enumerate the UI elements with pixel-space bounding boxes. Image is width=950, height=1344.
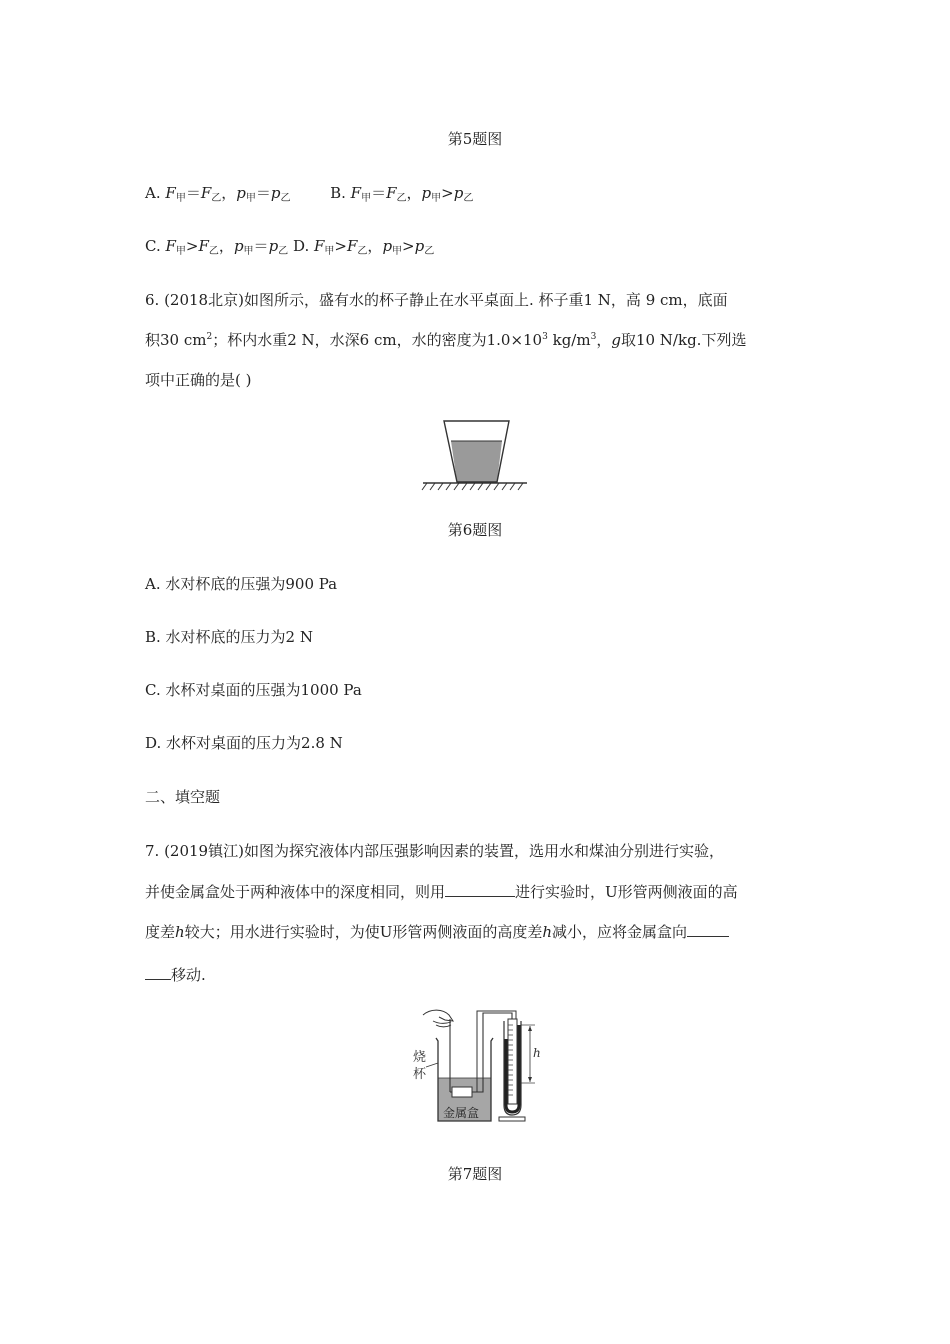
beaker-label-2: 杯 bbox=[413, 1067, 427, 1082]
q7-apparatus-figure bbox=[405, 1005, 555, 1130]
q6-stem-line-1: 6. (2018北京)如图所示，盛有水的杯子静止在水平桌面上. 杯子重1 N，高 9 cm，底面 bbox=[145, 291, 728, 309]
q5-option-a[interactable]: A. $F_甲=F_乙$，$p_甲=p_乙$ bbox=[145, 184, 291, 204]
q5-option-d[interactable]: D. $F_甲>F_乙$，$p_甲>p_乙$ bbox=[292, 237, 435, 257]
q7-answer-blank-2-end[interactable] bbox=[145, 965, 171, 980]
table-hatching bbox=[422, 483, 523, 490]
q6-stem-line-2: 积30 $cm^2$；杯内水重2 N，水深6 cm，水的密度为$1.0\times 10^3$ $kg/m^3$，g取10 N/kg.下列选 bbox=[145, 331, 747, 349]
q6-cup-figure bbox=[415, 415, 535, 495]
scale-board bbox=[508, 1019, 517, 1104]
metal-box-label: 金属盒 bbox=[443, 1106, 480, 1120]
q6-option-c[interactable]: C. 水杯对桌面的压强为1000 Pa bbox=[145, 681, 362, 699]
figure-5-caption: 第5题图 bbox=[447, 130, 503, 148]
q5-option-b[interactable]: B. $F_甲=F_乙$，$p_甲>p_乙$ bbox=[330, 184, 474, 204]
beaker-label-1: 烧 bbox=[413, 1050, 427, 1065]
h-label: h bbox=[533, 1046, 541, 1060]
q5-option-row-cd bbox=[145, 236, 434, 259]
hand-icon bbox=[423, 1010, 453, 1021]
section-title-fill-in: 二、填空题 bbox=[145, 788, 221, 806]
q7-answer-blank-1[interactable] bbox=[445, 882, 515, 897]
manometer-base bbox=[499, 1117, 525, 1121]
q7-answer-blank-2-start[interactable] bbox=[687, 922, 729, 937]
q7-stem-line-4: 移动. bbox=[145, 965, 206, 985]
figure-7-caption: 第7题图 bbox=[447, 1165, 503, 1183]
metal-box bbox=[452, 1087, 472, 1097]
q6-stem-line-3: 项中正确的是( ) bbox=[145, 371, 252, 389]
q5-option-c[interactable]: C. $F_甲>F_乙$，$p_甲=p_乙$ bbox=[145, 237, 289, 257]
q6-option-d[interactable]: D. 水杯对桌面的压力为2.8 N bbox=[145, 734, 343, 752]
q5-option-row-ab bbox=[145, 183, 473, 206]
figure-6-caption: 第6题图 bbox=[447, 521, 503, 539]
q6-option-a[interactable]: A. 水对杯底的压强为900 Pa bbox=[145, 575, 338, 593]
q6-option-b[interactable]: B. 水对杯底的压力为2 N bbox=[145, 628, 313, 646]
q7-stem-line-1: 7. (2019镇江)如图为探究液体内部压强影响因素的装置，选用水和煤油分别进行实验， bbox=[145, 842, 724, 860]
water-fill bbox=[451, 441, 502, 482]
q7-stem-line-3: 度差h较大；用水进行实验时，为使U形管两侧液面的高度差h减小，应将金属盒向 bbox=[145, 922, 729, 942]
q7-stem-line-2: 并使金属盒处于两种液体中的深度相同，则用 进行实验时，U形管两侧液面的高 bbox=[145, 883, 738, 901]
